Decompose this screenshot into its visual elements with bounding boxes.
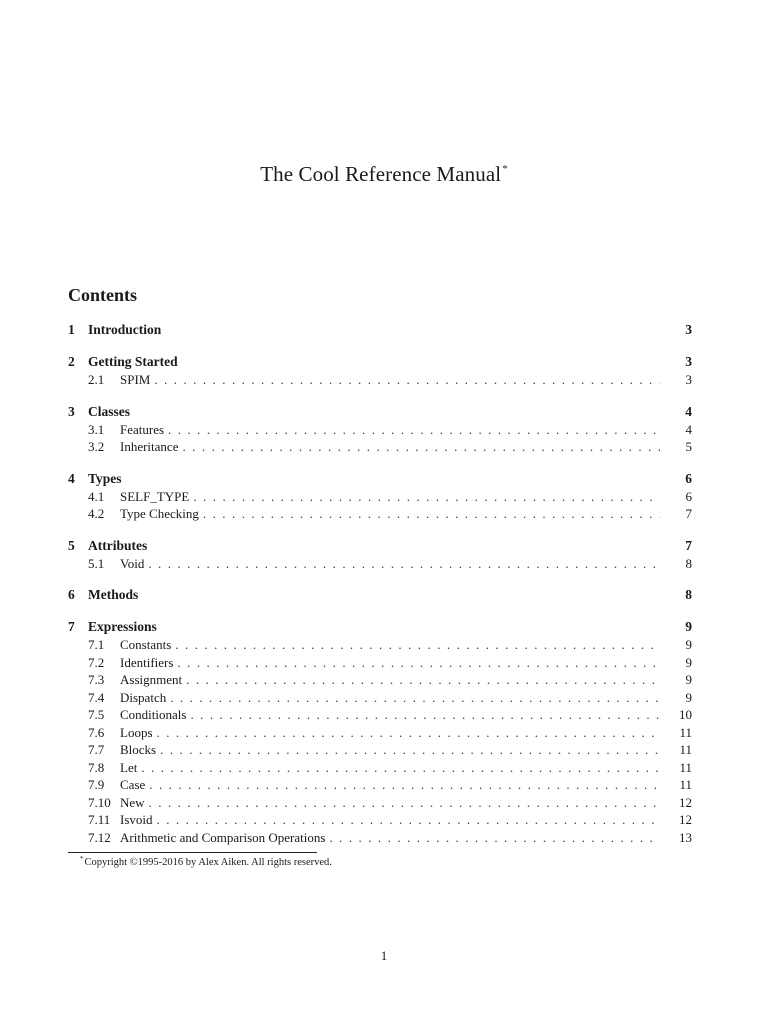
toc-subentry[interactable] — [68, 555, 692, 573]
toc-section — [68, 536, 692, 573]
toc-entry-number: 5 — [68, 537, 75, 553]
toc-subentry-label: Features — [120, 421, 165, 437]
toc-subentry[interactable] — [68, 759, 692, 777]
toc-subentry[interactable] — [68, 371, 692, 389]
toc-dot-leader — [175, 636, 660, 654]
toc-subentry-number: 7.9 — [88, 777, 105, 792]
toc-dot-leader — [148, 555, 660, 573]
toc-subentry-number: 7.7 — [88, 742, 105, 757]
toc-section — [68, 617, 692, 846]
toc-entry[interactable] — [68, 617, 692, 636]
toc-subentry-number: 7.1 — [88, 637, 105, 652]
toc-entry-label: Expressions — [88, 619, 157, 634]
toc-subentry-label: SELF_TYPE — [120, 488, 190, 504]
toc-section — [68, 320, 692, 339]
toc-section — [68, 585, 692, 604]
toc-subentry-number: 7.11 — [88, 812, 111, 827]
toc-subentry[interactable] — [68, 488, 692, 506]
toc-dot-leader — [154, 371, 660, 389]
toc-subentry-number: 3.2 — [88, 439, 105, 454]
toc-subentry-number: 7.4 — [88, 689, 105, 705]
toc-entry-label: Getting Started — [88, 354, 178, 369]
toc-subentry-page: 11 — [679, 724, 692, 740]
toc-dot-leader — [160, 741, 660, 759]
toc-subentry-page: 12 — [679, 812, 692, 827]
toc-subentry-number: 4.1 — [88, 488, 105, 504]
toc-section — [68, 352, 692, 389]
footnote-mark: * — [80, 855, 84, 863]
toc-dot-leader — [141, 759, 660, 777]
page-number: 1 — [380, 948, 388, 963]
toc-entry-number: 6 — [68, 587, 75, 602]
toc-subentry-label: Blocks — [120, 742, 157, 757]
toc-subentry-label: Assignment — [120, 672, 183, 687]
toc-dot-leader — [149, 776, 660, 794]
toc-subentry-page: 11 — [679, 777, 692, 792]
toc-subentry[interactable] — [68, 811, 692, 829]
toc-subentry-label: Identifiers — [120, 654, 174, 670]
footnote-divider — [68, 852, 317, 853]
footnote — [80, 855, 332, 868]
toc-subentry[interactable] — [68, 438, 692, 456]
toc-subentry-page: 12 — [679, 794, 692, 810]
toc-entry-page: 9 — [685, 619, 692, 634]
table-of-contents — [68, 320, 692, 859]
toc-subentry-label: Constants — [120, 637, 172, 652]
toc-entry[interactable] — [68, 320, 692, 339]
toc-subentry-label: New — [120, 794, 145, 810]
toc-subentry-number: 3.1 — [88, 421, 105, 437]
toc-entry-label: Introduction — [88, 322, 162, 337]
toc-subentry-page: 9 — [685, 637, 692, 652]
toc-entry-page: 3 — [685, 354, 692, 369]
document-title-text: The Cool Reference Manual — [260, 162, 502, 186]
toc-entry[interactable] — [68, 585, 692, 604]
toc-subentry[interactable] — [68, 636, 692, 654]
toc-dot-leader — [170, 689, 660, 707]
toc-subentry-page: 9 — [685, 654, 692, 670]
toc-subentry-label: SPIM — [120, 372, 151, 387]
toc-dot-leader — [168, 421, 660, 439]
toc-entry-number: 7 — [68, 619, 75, 634]
toc-entry[interactable] — [68, 469, 692, 488]
toc-dot-leader — [186, 671, 660, 689]
toc-subentry-label: Isvoid — [120, 812, 153, 827]
toc-subentry[interactable] — [68, 505, 692, 523]
toc-entry-page: 8 — [685, 587, 692, 602]
toc-subentry-page: 9 — [685, 689, 692, 705]
toc-subentry-label: Case — [120, 777, 146, 792]
contents-heading: Contents — [68, 285, 138, 305]
toc-dot-leader — [182, 438, 660, 456]
toc-subentry[interactable] — [68, 724, 692, 742]
toc-dot-leader — [157, 724, 661, 742]
toc-entry-label: Methods — [88, 587, 139, 602]
toc-subentry-label: Dispatch — [120, 689, 167, 705]
toc-dot-leader — [177, 654, 660, 672]
toc-subentry-page: 7 — [685, 506, 692, 521]
toc-subentry-page: 6 — [685, 488, 692, 504]
toc-section — [68, 469, 692, 523]
toc-subentry-label: Void — [120, 555, 145, 571]
toc-entry-page: 7 — [685, 537, 692, 553]
toc-subentry-label: Conditionals — [120, 707, 187, 722]
toc-subentry[interactable] — [68, 794, 692, 812]
toc-entry-number: 4 — [68, 470, 75, 486]
toc-dot-leader — [190, 706, 660, 724]
title-footnote-mark: * — [502, 163, 508, 175]
toc-subentry[interactable] — [68, 654, 692, 672]
toc-subentry-page: 5 — [685, 439, 692, 454]
toc-subentry-page: 13 — [679, 829, 692, 845]
toc-entry-number: 2 — [68, 354, 75, 369]
footnote-text: Copyright ©1995-2016 by Alex Aiken. All rights reserved. — [84, 857, 332, 868]
toc-subentry-number: 7.5 — [88, 707, 105, 722]
toc-subentry-label: Arithmetic and Comparison Operations — [120, 829, 326, 845]
toc-subentry-page: 11 — [679, 759, 692, 775]
toc-subentry-page: 3 — [685, 372, 692, 387]
toc-subentry-page: 8 — [685, 555, 692, 571]
toc-subentry-number: 2.1 — [88, 372, 105, 387]
toc-entry[interactable] — [68, 352, 692, 371]
toc-subentry-label: Type Checking — [120, 506, 199, 521]
toc-dot-leader — [329, 829, 660, 847]
toc-subentry-number: 5.1 — [88, 555, 105, 571]
toc-dot-leader — [157, 811, 661, 829]
toc-entry-label: Attributes — [88, 537, 148, 553]
toc-subentry[interactable] — [68, 689, 692, 707]
toc-subentry-number: 7.2 — [88, 654, 105, 670]
toc-entry-number: 3 — [68, 403, 75, 419]
toc-entry-page: 4 — [685, 403, 692, 419]
document-title — [0, 162, 768, 187]
toc-dot-leader — [193, 488, 660, 506]
toc-entry-page: 6 — [685, 470, 692, 486]
toc-dot-leader — [203, 505, 660, 523]
toc-entry-number: 1 — [68, 322, 75, 337]
toc-subentry-number: 7.3 — [88, 672, 105, 687]
toc-subentry[interactable] — [68, 421, 692, 439]
toc-subentry-number: 7.10 — [88, 794, 111, 810]
toc-entry[interactable] — [68, 402, 692, 421]
toc-dot-leader — [149, 794, 660, 812]
toc-entry[interactable] — [68, 536, 692, 555]
toc-subentry-label: Loops — [120, 724, 153, 740]
toc-subentry-number: 4.2 — [88, 506, 105, 521]
toc-subentry[interactable] — [68, 706, 692, 724]
toc-subentry[interactable] — [68, 741, 692, 759]
toc-section — [68, 402, 692, 456]
toc-subentry-page: 9 — [685, 672, 692, 687]
toc-subentry-number: 7.8 — [88, 759, 105, 775]
toc-entry-label: Types — [88, 470, 122, 486]
toc-entry-page: 3 — [685, 322, 692, 337]
toc-subentry[interactable] — [68, 671, 692, 689]
toc-subentry-number: 7.12 — [88, 829, 111, 845]
toc-subentry-page: 11 — [679, 742, 692, 757]
toc-entry-label: Classes — [88, 403, 131, 419]
toc-subentry-label: Let — [120, 759, 138, 775]
toc-subentry-page: 10 — [679, 707, 692, 722]
toc-subentry-page: 4 — [685, 421, 692, 437]
toc-subentry[interactable] — [68, 776, 692, 794]
toc-subentry-number: 7.6 — [88, 724, 105, 740]
toc-subentry[interactable] — [68, 829, 692, 847]
toc-subentry-label: Inheritance — [120, 439, 179, 454]
